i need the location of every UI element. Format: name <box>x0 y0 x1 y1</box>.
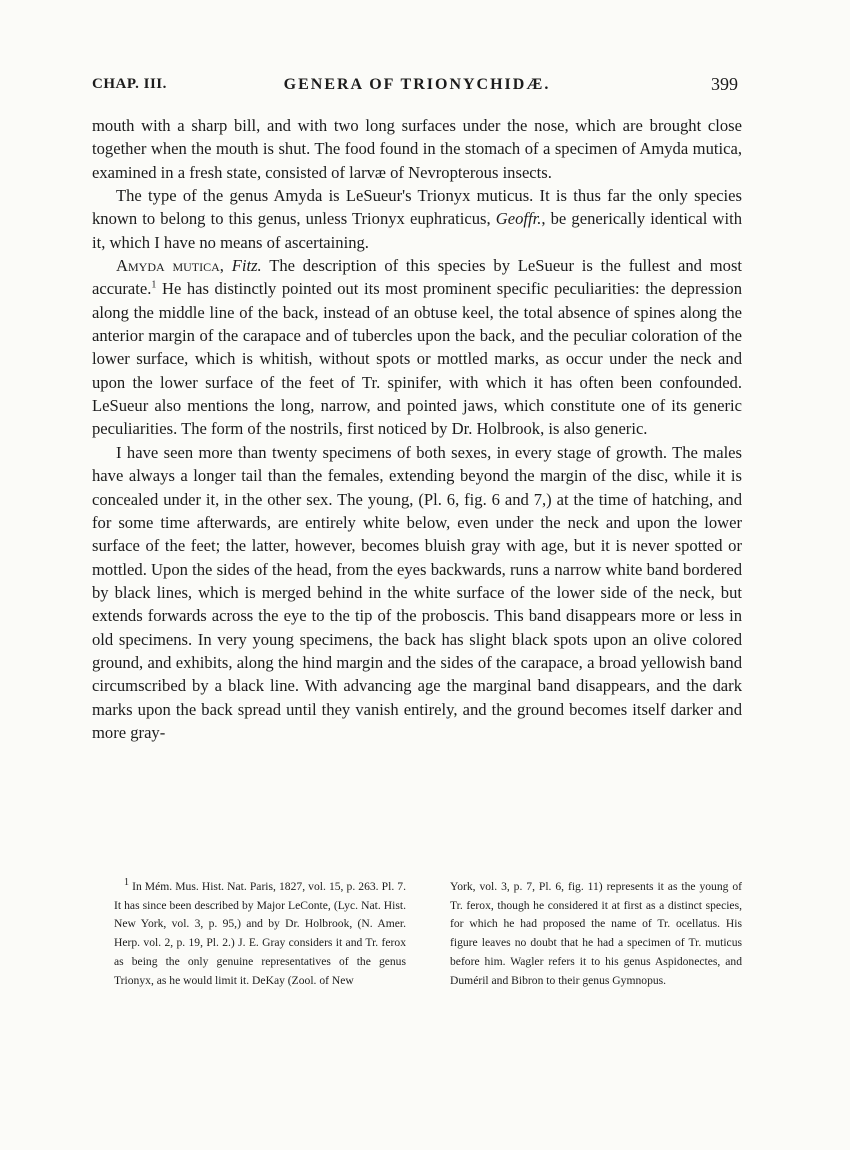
paragraph-3: Amyda mutica, Fitz. The description of this species by LeSueur is the fullest and most accurate.$^1$ He has distinctly pointed out its most prominent specific peculiarities: the depression along the middle line of the back, instead of an obtuse keel, the total absence of spines along the anterior margin of the carapace and of tubercles upon the back, and the peculiar coloration of the lower surface, which is whitish, without spots or mottled marks, as occur under the neck and upon the lower surface of the feet of Tr. spinifer, with which it has often been confounded. LeSueur also mentions the long, narrow, and pointed jaws, which constitute one of its generic peculiarities. The form of the nostrils, first noticed by Dr. Holbrook, is also generic. <box>92 256 743 439</box>
paragraph-1: mouth with a sharp bill, and with two long surfaces under the nose, which are brought close together when the mouth is shut. The food found in the stomach of a specimen of Amyda mutica, examined in a fresh state, consisted of larvæ of Nevropterous insects. <box>92 116 742 182</box>
body-text <box>92 114 742 744</box>
book-page <box>92 70 742 744</box>
chapter-label: CHAP. III. <box>92 76 167 92</box>
species-name: Amyda mutica <box>116 256 220 276</box>
page-number: 399 <box>711 74 738 94</box>
footnote-left-column: $^1$ In Mém. Mus. Hist. Nat. Paris, 1827, vol. 15, p. 263. Pl. 7. It has since been described by Major LeConte, (Lyc. Nat. Hist. New York, vol. 3, p. 95,) and by Dr. Holbrook, (N. Amer. Herp. vol. 2, p. 19, Pl. 2.) J. E. Gray considers it and Tr. ferox as being the only genuine representatives of the genus Trionyx, as he would limit it. DeKay (Zool. of New <box>114 877 406 987</box>
paragraph-4: I have seen more than twenty specimens of both sexes, in every stage of growth. The males have always a longer tail than the females, extending beyond the margin of the disc, while it is concealed under it, in the other sex. The young, (Pl. 6, fig. 6 and 7,) at the time of hatching, and for some time afterwards, are entirely white below, even under the neck and upon the lower surface of the feet; the latter, however, becomes bluish gray with age, but it is never spotted or mottled. Upon the sides of the head, from the eyes backwards, runs a narrow white band bordered by black lines, which is merged behind in the white surface of the lower side of the neck, but extends forwards across the eye to the tip of the proboscis. This band disappears more or less in old specimens. In very young specimens, the back has slight black spots upon an olive colored ground, and exhibits, along the hind margin and the sides of the carapace, a broad yellowish band circumscribed by a black line. With advancing age the marginal band disappears, and the dark marks upon the back spread until they vanish entirely, and the ground becomes itself darker and more gray- <box>92 442 742 742</box>
footnote-marker: 1 <box>151 279 157 291</box>
footnote-number: 1 <box>124 877 129 889</box>
paragraph-2: The type of the genus Amyda is LeSueur's Trionyx muticus. It is thus far the only species known to belong to this genus, unless Trionyx euphraticus, Geoffr., be generically identical with it, which I have no means of ascertaining. <box>92 186 742 252</box>
running-header <box>92 70 742 106</box>
footnote-right-column: York, vol. 3, p. 7, Pl. 6, fig. 11) represents it as the young of Tr. ferox, though he considered it at first as a distinct species, for which he had proposed the name of Tr. ocellatus. His figure leaves no doubt that he had a specimen of Tr. muticus before him. Wagler refers it to his genus Aspidonectes, and Duméril and Bibron to their genus Gymnopus. <box>450 880 742 987</box>
running-title: GENERA OF TRIONYCHIDÆ. <box>283 76 551 93</box>
author-abbrev: Geoffr. <box>495 209 542 229</box>
footnotes <box>114 878 742 990</box>
author-abbrev: Fitz. <box>231 256 262 276</box>
